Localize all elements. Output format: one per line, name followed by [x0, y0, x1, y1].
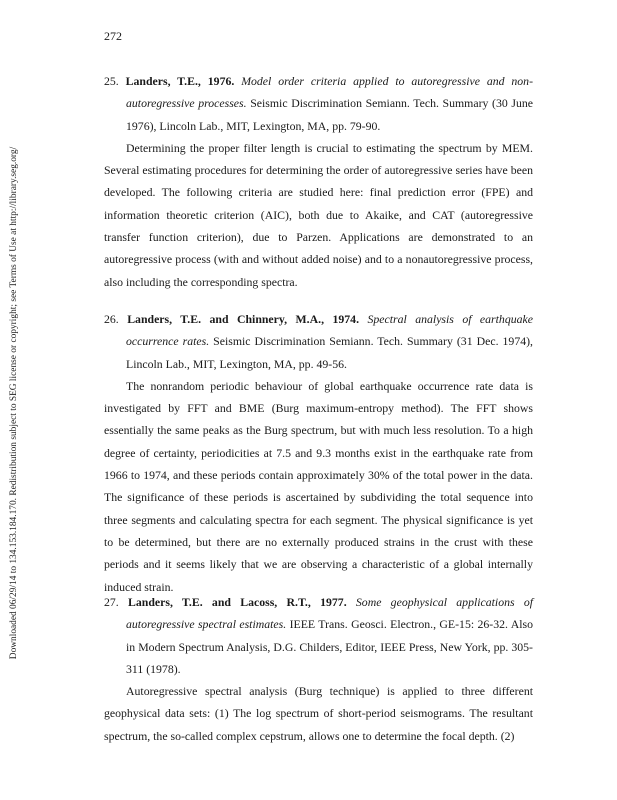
reference-citation [104, 591, 533, 680]
entry-abstract: Determining the proper filter length is crucial to estimating the spectrum by MEM. Several estimating procedures for determining the order of autoregressive series have been developed. The following criteria are studied here: final prediction error (FPE) and information theoretic criterion (AIC), both due to Akaike, and CAT (autoregressive transfer function criterion), due to Parzen. Applications are demonstrated to an autoregressive process (with and without added noise) and to a nonautoregressive process, also including the corresponding spectra. [104, 140, 533, 289]
entry-title: Model order criteria applied to autoregressive and non-autoregressive processes. [126, 74, 534, 111]
entry-source: IEEE Trans. Geosci. Electron., GE-15: 26-32. Also in Modern Spectrum Analysis, D.G. Childers, Editor, IEEE Press, New York, pp. 305-311 (1978). [126, 617, 533, 676]
entry-source: Seismic Discrimination Semiann. Tech. Summary (30 June 1976), Lincoln Lab., MIT, Lexington, MA, pp. 79-90. [126, 96, 534, 133]
entry-number: 26. [104, 312, 119, 326]
entry-year: 1976. [207, 74, 235, 88]
entry-year: 1974. [332, 312, 360, 326]
entry-source: Seismic Discrimination Semiann. Tech. Summary (31 Dec. 1974), Lincoln Lab., MIT, Lexington, MA, pp. 49-56. [126, 334, 533, 371]
entry-title: Some geophysical applications of autoregressive spectral estimates. [126, 595, 534, 632]
reference-citation [104, 308, 533, 375]
entry-authors: Landers, T.E., [125, 74, 201, 88]
reference-citation [104, 70, 533, 137]
download-notice-text: Downloaded 06/29/14 to 134.153.184.170. Redistribution subject to SEG license or copyright; see Terms of Use at http://library.seg.org/ [9, 146, 19, 660]
entry-abstract: Autoregressive spectral analysis (Burg technique) is applied to three different geophysical data sets: (1) The log spectrum of short-period seismograms. The resultant spectrum, the so-called complex cepstrum, allows one to determine the focal depth. (2) [104, 684, 533, 743]
entry-authors: Landers, T.E. and Lacoss, R.T., [128, 595, 311, 609]
entry-number: 27. [104, 595, 119, 609]
download-notice [6, 112, 22, 694]
bibliography-entry-26 [104, 308, 533, 598]
entry-title: Spectral analysis of earthquake occurrence rates. [126, 312, 533, 349]
entry-number: 25. [104, 74, 119, 88]
bibliography-entry-27 [104, 591, 533, 747]
bibliography-entry-25 [104, 70, 533, 293]
entry-year: 1977. [320, 595, 347, 609]
entry-authors: Landers, T.E. and Chinnery, M.A., [127, 312, 325, 326]
entry-abstract: The nonrandom periodic behaviour of global earthquake occurrence rate data is investigated by FFT and BME (Burg maximum-entropy method). The FFT shows essentially the same peaks as the Burg spectrum, but with much less resolution. To a high degree of certainty, periodicities at 7.5 and 9.3 months exist in the earthquake rate from 1966 to 1974, and these periods contain approximately 30% of the total power in the data. The significance of these periods is ascertained by subdividing the total sequence into three segments and calculating spectra for each segment. The physical significance is yet to be determined, but there are no externally produced strains in the crust with these periods and it seems likely that we are observing a characteristic of a global internally induced strain. [104, 378, 533, 594]
page-number: 272 [104, 29, 122, 43]
